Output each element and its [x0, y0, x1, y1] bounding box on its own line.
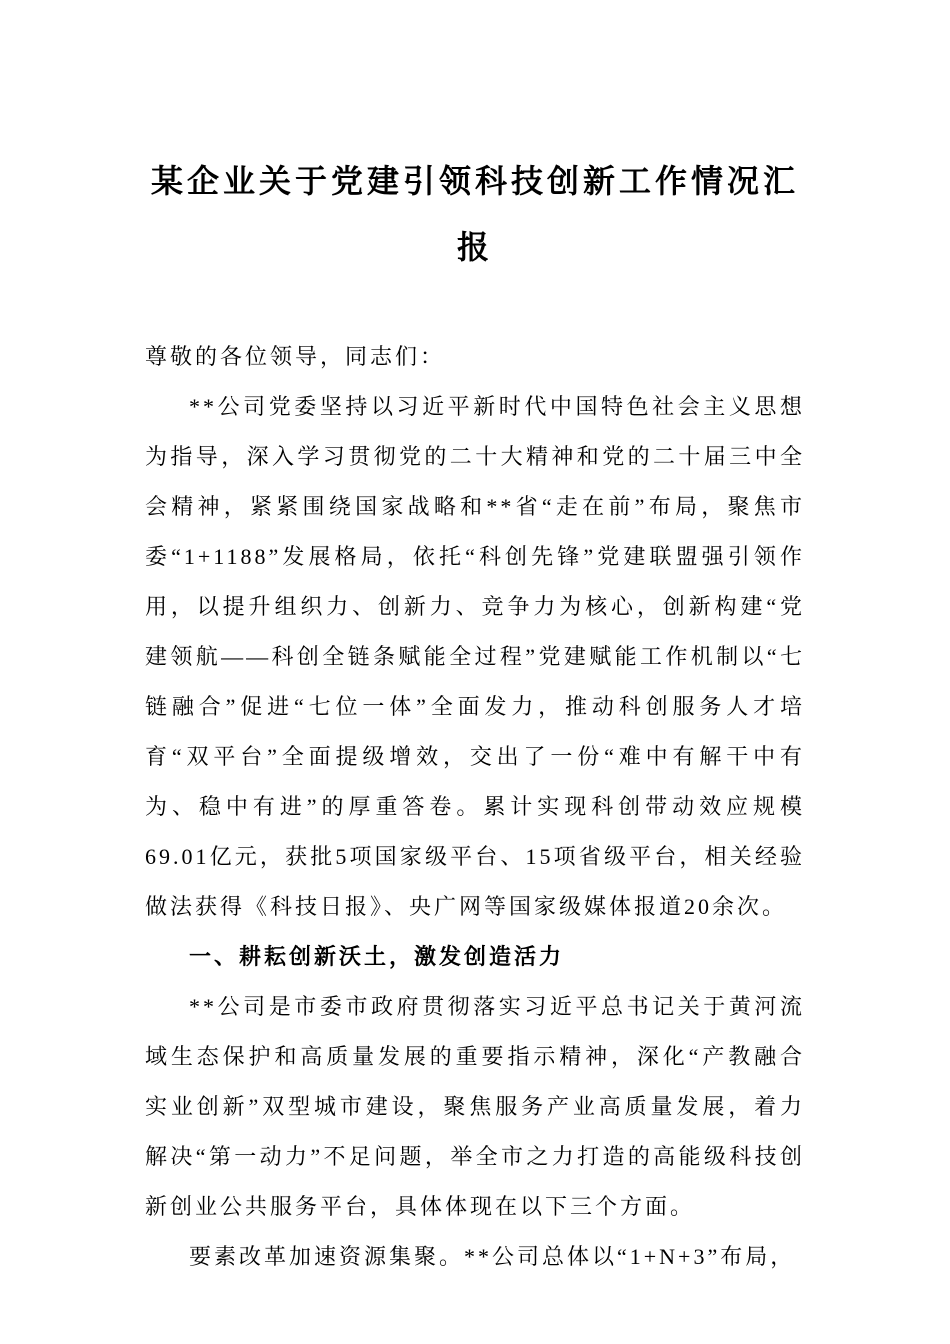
section-heading-1: 一、耕耘创新沃土，激发创造活力: [189, 944, 565, 969]
paragraph-intro: **公司党委坚持以习近平新时代中国特色社会主义思想为指导，深入学习贯彻党的二十大精神和党的二十届三中全会精神，紧紧围绕国家战略和**省“走在前”布局，聚焦市委“1+1188”发展格局，依托“科创先锋”党建联盟强引领作用，以提升组织力、创新力、竞争力为核心，创新构建“党建领航——科创全链条赋能全过程”党建赋能工作机制以“七链融合”促进“七位一体”全面发力，推动科创服务人才培育“双平台”全面提级增效，交出了一份“难中有解干中有为、稳中有进”的厚重答卷。累计实现科创带动效应规模69.01亿元，获批5项国家级平台、15项省级平台，相关经验做法获得《科技日报》、央广网等国家级媒体报道20余次。: [145, 394, 805, 919]
salutation: 尊敬的各位领导，同志们：: [145, 344, 446, 369]
paragraph-section1: **公司是市委市政府贯彻落实习近平总书记关于黄河流域生态保护和高质量发展的重要指示精神，深化“产教融合实业创新”双型城市建设，聚焦服务产业高质量发展，着力解决“第一动力”不足问题，举全市之力打造的高能级科技创新创业公共服务平台，具体体现在以下三个方面。: [145, 994, 805, 1219]
paragraph-section1-continued: 要素改革加速资源集聚。**公司总体以“1+N+3”布局，: [189, 1244, 796, 1269]
document-title: 某企业关于党建引领科技创新工作情况汇报: [150, 163, 799, 265]
